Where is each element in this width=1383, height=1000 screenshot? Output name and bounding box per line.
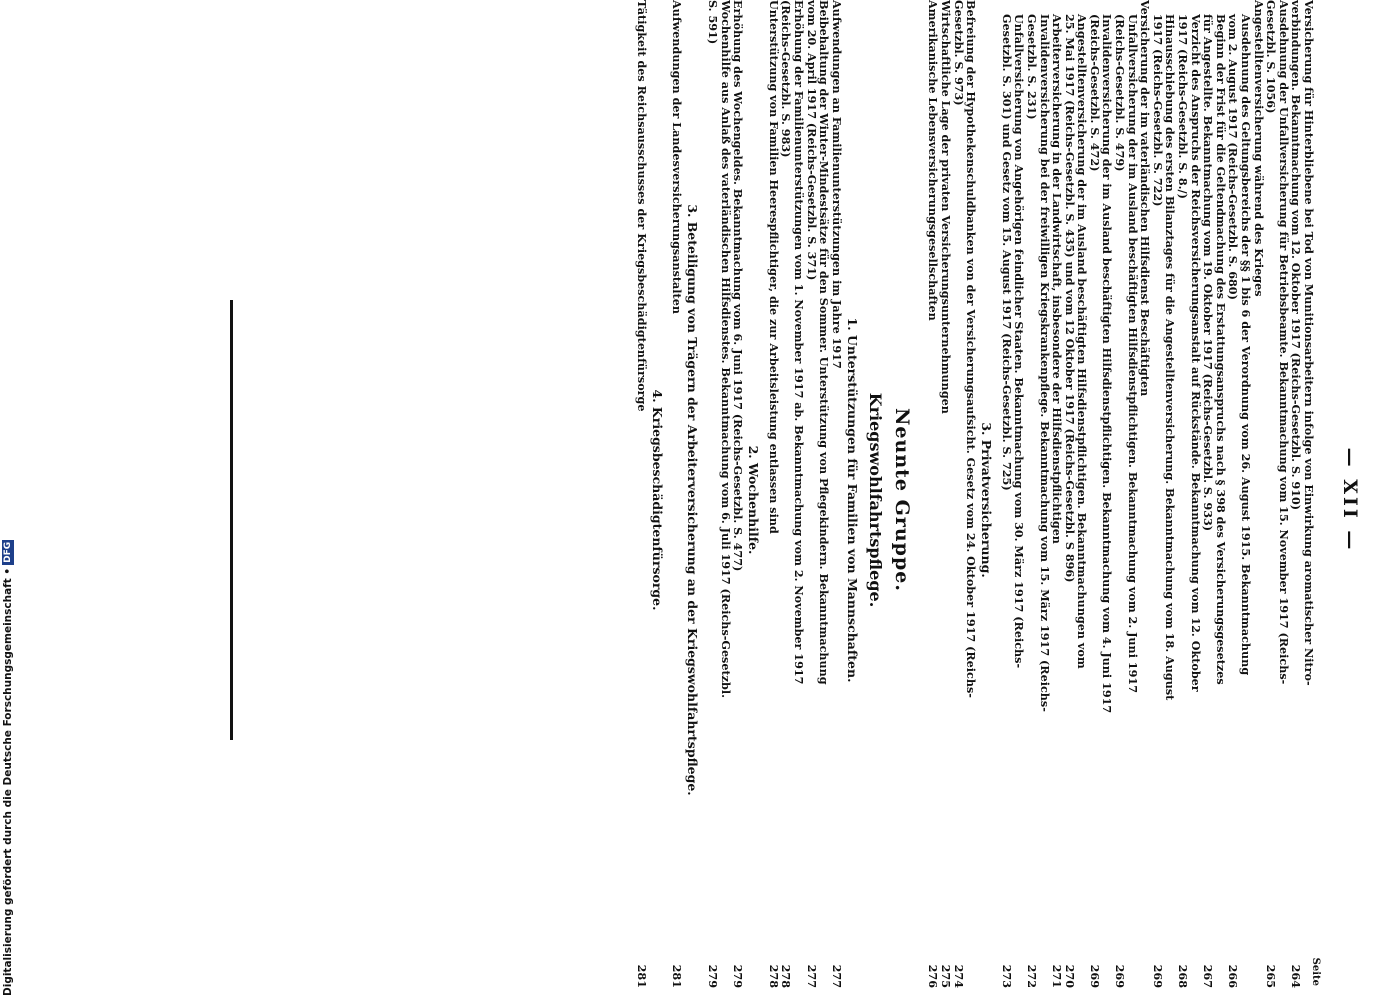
entries-block-g xyxy=(671,0,684,1000)
entry-page: 269 xyxy=(1113,964,1128,988)
entry-line: Verzicht des Anspruchs der Reichsversicherungsanstalt auf Rückstände. Bekanntmachung vom 12. Oktober xyxy=(1188,14,1203,692)
entry-page: 278 xyxy=(779,964,794,988)
entries-block-d xyxy=(927,0,977,1000)
entry-line: Ausdehnung des Geltungsbereichs der §§ 1 bis 6 der Verordnung vom 26. August 1915. Bekanntmachung xyxy=(1239,14,1254,676)
toc-entry xyxy=(635,0,648,1000)
entry-page: 268 xyxy=(1176,964,1191,988)
entry-line: Gesetzbl. S. 1056) xyxy=(1264,0,1279,114)
section-heading-4-kriegsbeschaedigte: 4. Kriegsbeschädigtenfürsorge. xyxy=(649,389,665,611)
entry-page: 276 xyxy=(926,964,941,988)
toc-entry xyxy=(1202,14,1227,1000)
entries-block-h xyxy=(635,0,648,1000)
section-heading-2-wochenhilfe: 2. Wochenhilfe. xyxy=(746,445,762,555)
entry-line: Wochenhilfe aus Anlaß des vaterländischen Hilfsdienstes. Bekanntmachung vom 6. Juli 1917 (Reichs-Gesetzbl. xyxy=(718,0,733,698)
entry-line: Aufwendungen der Landesversicherungsanstalten xyxy=(670,0,685,314)
toc-entry xyxy=(1265,0,1290,1000)
entry-line: Gesetzbl. S. 973) xyxy=(951,0,966,106)
entry-page: 278 xyxy=(766,964,781,988)
entry-line: (Reichs-Gesetzbl. S. 472) xyxy=(1087,14,1102,172)
section-heading-3-beteiligung: 3. Beteiligung von Trägern der Arbeiterversicherung an der Kriegswohlfahrtspflege. xyxy=(685,204,701,796)
entry-line: Erhöhung des Wochengeldes. Bekanntmachung vom 6. Juni 1917 (Reichs-Gesetzbl. S. 477) xyxy=(731,0,746,572)
entry-line: Beginn der Frist für die Geltendmachung des Erstattungsanspruchs nach § 398 des Versicherungsgesetzes xyxy=(1213,14,1228,685)
entry-line: (Reichs-Gesetzbl. S. 983) xyxy=(779,0,794,158)
entry-line: Invalidenversicherung der im Ausland beschäftigten Hilfsdienstpflichtigen. Bekanntmachung vom 4. Juni 1917 xyxy=(1100,14,1115,714)
entry-line: Aufwendungen an Familienunterstützungen im Jahre 1917 xyxy=(829,0,844,369)
toc-entry xyxy=(805,0,830,1000)
seite-column-label: Seite xyxy=(1310,957,1321,986)
toc-entry xyxy=(1063,14,1088,1000)
entry-page: 270 xyxy=(1062,964,1077,988)
entry-line: Befreiung der Hypothekenschuldbanken von der Versicherungsaufsicht. Gesetz vom 24. Oktober 1917 (Reichs- xyxy=(964,0,979,698)
entry-page: 277 xyxy=(804,964,819,988)
group-subtitle: Kriegswohlfahrtspflege. xyxy=(865,392,885,608)
entry-page: 273 xyxy=(999,964,1014,988)
entry-line: Versicherung für Hinterbliebene bei Tod von Munitionsarbeitern infolge von Einwirkung aromatischer Nitro- xyxy=(1302,0,1316,686)
entry-line: Arbeiterversicherung in der Landwirtschaft, insbesondere der Hilfsdienstpflichtigen xyxy=(1050,14,1065,544)
closing-rule xyxy=(230,300,233,740)
digitization-footer xyxy=(2,541,22,996)
entry-page: 275 xyxy=(938,964,953,988)
entry-line: Gesetzbl. S. 231) xyxy=(1024,14,1039,120)
entry-line: Unterstützung von Familien Heerespflichtiger, die zur Arbeitsleistung entlassen sind xyxy=(766,0,781,534)
toc-entry xyxy=(732,0,745,1000)
entry-line: verbindungen. Bekanntmachung vom 12. Oktober 1917 (Reichs-Gesetzbl. S. 910) xyxy=(1289,0,1304,511)
entry-line: Amerikanische Lebensversicherungsgesellschaften xyxy=(926,0,941,321)
toc-entry xyxy=(927,0,940,1000)
group-title: Neunte Gruppe. xyxy=(890,408,913,592)
entries-block-e xyxy=(767,0,843,1000)
toc-entry xyxy=(706,0,731,1000)
toc-entry xyxy=(1025,14,1050,1000)
entry-line: Invalidenversicherung bei der freiwilligen Kriegskrankenpflege. Bekanntmachung vom 15. März 1917 (Reichs- xyxy=(1037,14,1052,712)
toc-entry xyxy=(1088,14,1113,1000)
page-number: — XII — xyxy=(1339,447,1361,553)
entry-page: 279 xyxy=(731,964,746,988)
entry-page: 264 xyxy=(1289,964,1304,988)
section-heading-1-unterstuetzungen: 1. Unterstützungen für Familien von Mannschaften. xyxy=(844,317,860,683)
entry-line: vom 20. April 1917 (Reichs-Gesetzbl. S. 371) xyxy=(804,0,819,281)
footer-text: Digitalisierung gefördert durch die Deutsche Forschungsgemeinschaft • xyxy=(2,567,14,996)
entry-line: Beibehaltung der Winter-Mindestsätze für den Sommer. Unterstützung von Pflegekindern. Bekanntmachung xyxy=(817,0,832,685)
toc-entry xyxy=(1176,14,1201,1000)
toc-entry xyxy=(1290,0,1315,1000)
entry-page: 266 xyxy=(1226,964,1241,988)
entry-page: 279 xyxy=(706,964,721,988)
entries-block-a xyxy=(1265,0,1315,1000)
entries-block-f xyxy=(706,0,744,1000)
toc-entry xyxy=(952,0,977,1000)
entry-page: 277 xyxy=(829,964,844,988)
section-heading-3-privat: 3. Privatversicherung. xyxy=(979,422,995,578)
entry-line: Tätigkeit des Reichsausschusses der Kriegsbeschädigtenfürsorge xyxy=(634,0,649,412)
entry-page: 271 xyxy=(1050,964,1065,988)
dfg-logo-icon: DFG xyxy=(3,541,13,563)
entry-line: 1917 (Reichs-Gesetzbl. S. 722) xyxy=(1150,14,1165,207)
toc-entry xyxy=(830,0,843,1000)
entry-line: vom 2. August 1917 (Reichs-Gesetzbl. S. 680) xyxy=(1226,14,1241,300)
entries-block-b xyxy=(1151,0,1252,1000)
table-of-contents xyxy=(635,0,1315,1000)
entry-line: Unfallversicherung der im Ausland beschäftigten Hilfsdienstpflichtigen. Bekanntmachung vom 2. Juni 1917 xyxy=(1125,14,1140,693)
entry-page: 269 xyxy=(1150,964,1165,988)
entry-line: Erhöhung der Familienunterstützungen vom 1. November 1917 ab. Bekanntmachung vom 2. November 1917 xyxy=(792,0,806,685)
entry-line: S. 591) xyxy=(706,0,721,45)
toc-entry xyxy=(939,0,952,1000)
entry-line: (Reichs-Gesetzbl. S. 479) xyxy=(1113,14,1128,172)
entry-line: Ausdehnung der Unfallversicherung für Betriebsbeamte. Bekanntmachung vom 15. November 1917 (Reichs- xyxy=(1276,0,1291,685)
toc-entry xyxy=(1000,14,1025,1000)
entry-line: 25. Mai 1917 (Reichs-Gesetzbl. S. 435) und vom 12 Oktober 1917 (Reichs-Gesetzbl. S 896) xyxy=(1062,14,1077,583)
entry-page: 265 xyxy=(1264,964,1279,988)
toc-entry xyxy=(767,0,780,1000)
entry-line: Gesetzbl. S. 301) und Gesetz vom 15. August 1917 (Reichs-Gesetzbl. S. 725) xyxy=(999,14,1014,491)
entry-line: Hinausschiebung des ersten Bilanztages für die Angestelltenversicherung. Bekanntmachung vom 18. August xyxy=(1163,14,1178,701)
subheading-angestellten: Angestelltenversicherung während des Krieges xyxy=(1251,0,1266,297)
entry-page: 281 xyxy=(670,964,685,988)
subheading-vaterland: Versicherung der im vaterländischen Hilfsdienst Beschäftigten xyxy=(1138,0,1153,397)
toc-entry xyxy=(1051,14,1064,1000)
entry-page: 267 xyxy=(1201,964,1216,988)
entry-line: für Angestellte. Bekanntmachung vom 19. Oktober 1917 (Reichs-Gesetzbl. S. 933) xyxy=(1201,14,1216,532)
toc-entry xyxy=(671,0,684,1000)
entry-line: Wirtschaftliche Lage der privaten Versicherungsunternehmungen xyxy=(938,0,953,414)
entry-page: 269 xyxy=(1087,964,1102,988)
entry-page: 272 xyxy=(1024,964,1039,988)
entry-line: Angestelltenversicherung der im Ausland beschäftigten Hilfsdienstpflichtigen. Bekanntmachungen vom xyxy=(1075,14,1090,669)
toc-entry xyxy=(1114,14,1139,1000)
toc-entry xyxy=(1151,14,1176,1000)
entries-block-c xyxy=(1000,0,1139,1000)
toc-entry xyxy=(1227,14,1252,1000)
toc-entry xyxy=(780,0,805,1000)
entry-line: 1917 (Reichs-Gesetzbl. S. 8./) xyxy=(1176,14,1191,199)
entry-line: Unfallversicherung von Angehörigen feindlicher Staaten. Bekanntmachung vom 30. März 1917 (Reichs- xyxy=(1012,14,1027,669)
entry-page: 281 xyxy=(634,964,649,988)
entry-page: 274 xyxy=(951,964,966,988)
